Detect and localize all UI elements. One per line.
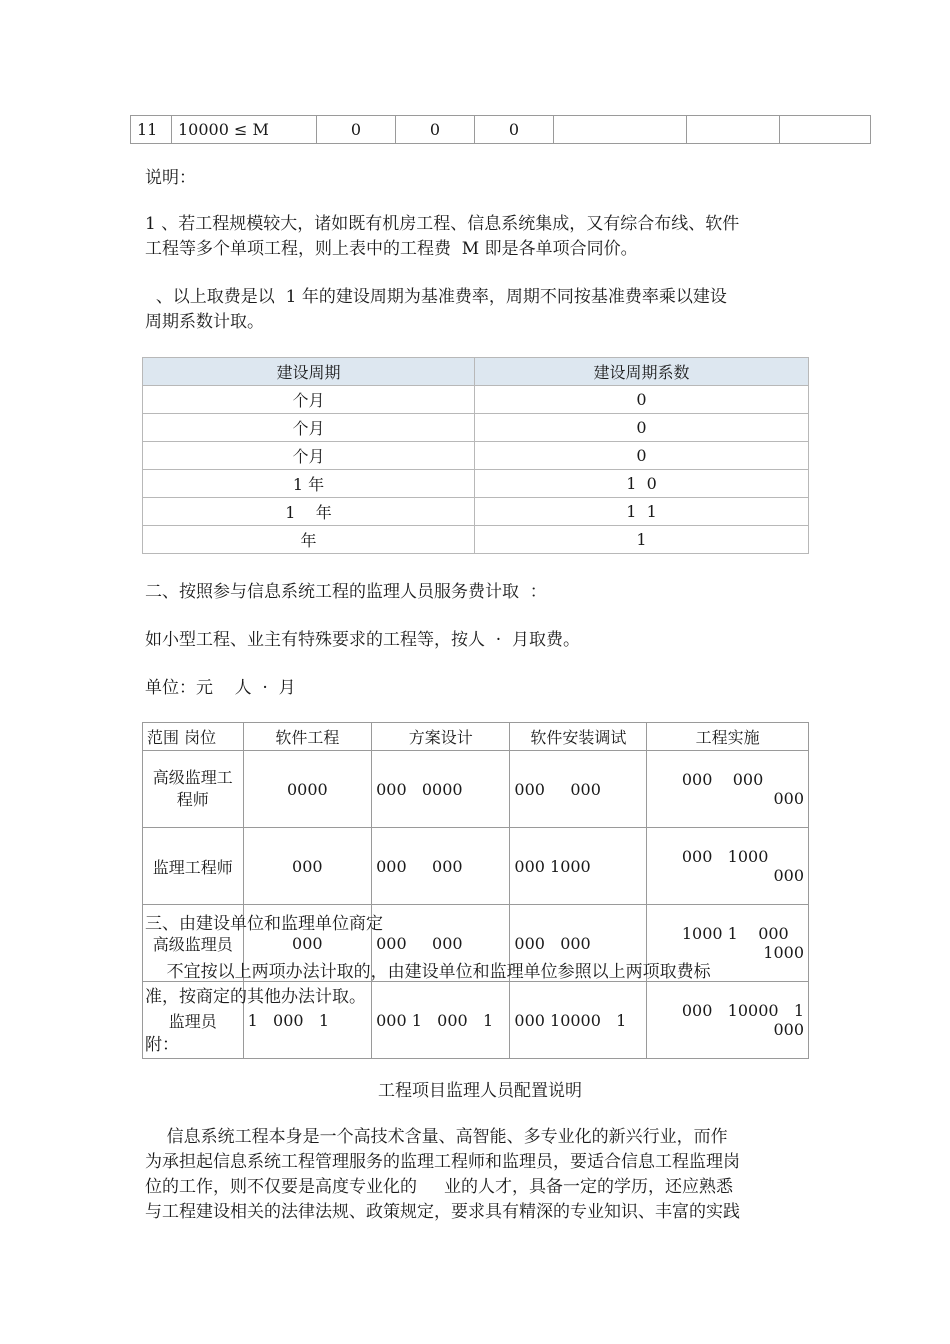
cell-value: 1000 1 000 — [681, 924, 789, 943]
cell-value: 000 — [773, 1020, 804, 1039]
section-2-unit: 单位：元 人 · 月 — [145, 678, 296, 698]
cell-value: 1000 — [763, 943, 804, 962]
table-row — [143, 414, 809, 442]
table-cell: 0 — [475, 414, 809, 442]
table-cell: 1 0 — [475, 470, 809, 498]
column-header: 建设周期 — [143, 358, 475, 386]
table-header-row — [143, 358, 809, 386]
table-row — [143, 442, 809, 470]
appendix-label: 附： — [145, 1035, 179, 1055]
table-row — [143, 386, 809, 414]
note-2-line-2: 周期系数计取。 — [145, 312, 264, 332]
note-1-line-2: 工程等多个单项工程，则上表中的工程费 M 即是各单项合同价。 — [145, 239, 638, 259]
cell-value: 000 10000 1 — [681, 1001, 804, 1020]
fee-cell — [780, 116, 871, 144]
cell-value: 000 000 — [681, 770, 764, 789]
table-cell: 1 000 1 — [243, 982, 372, 1059]
table-cell: 1 年 — [143, 498, 475, 526]
fee-cell-index: 11 — [131, 116, 172, 144]
column-header: 软件安装调试 — [510, 723, 647, 751]
column-header: 方案设计 — [372, 723, 510, 751]
table-cell: 000 — [243, 828, 372, 905]
appendix-line: 与工程建设相关的法律法规、政策规定，要求具有精深的专业知识、丰富的实践 — [145, 1202, 740, 1222]
table-cell: 000 000 — [372, 828, 510, 905]
table-header-row — [143, 723, 809, 751]
table-cell: 0000 — [243, 751, 372, 828]
appendix-line: 信息系统工程本身是一个高技术含量、高智能、多专业化的新兴行业，而作 — [145, 1127, 728, 1147]
table-cell — [647, 751, 809, 828]
table-row — [143, 526, 809, 554]
table-cell: 年 — [143, 526, 475, 554]
table-cell: 000 — [243, 905, 372, 982]
table-cell: 个月 — [143, 386, 475, 414]
section-3-line-1: 不宜按以上两项办法计取的，由建设单位和监理单位参照以上两项取费标 — [145, 962, 711, 982]
fee-cell: 0 — [396, 116, 475, 144]
column-header: 软件工程 — [243, 723, 372, 751]
cycle-coefficient-table — [142, 357, 809, 554]
table-row — [143, 498, 809, 526]
table-row — [143, 470, 809, 498]
table-cell: 000 000 — [510, 751, 647, 828]
fee-cell: 0 — [475, 116, 554, 144]
table-cell: 000 1000 — [510, 828, 647, 905]
cell-value: 000 — [773, 866, 804, 885]
row-role: 监理员 — [143, 982, 244, 1059]
table-cell: 000 1 000 1 — [372, 982, 510, 1059]
appendix-line: 为承担起信息系统工程管理服务的监理工程师和监理员，要适合信息工程监理岗 — [145, 1152, 740, 1172]
table-cell: 0 — [475, 386, 809, 414]
table-cell — [647, 828, 809, 905]
table-cell: 0 — [475, 442, 809, 470]
table-row — [143, 751, 809, 828]
column-header: 建设周期系数 — [475, 358, 809, 386]
note-2-line-1: 、以上取费是以 1 年的建设周期为基准费率，周期不同按基准费率乘以建设 — [145, 287, 727, 307]
fee-table — [130, 115, 871, 144]
table-cell: 000 0000 — [372, 751, 510, 828]
table-cell: 个月 — [143, 414, 475, 442]
row-role: 高级监理员 — [143, 905, 244, 982]
table-row — [143, 828, 809, 905]
table-cell: 个月 — [143, 442, 475, 470]
appendix-title: 工程项目监理人员配置说明 — [378, 1081, 582, 1101]
section-2-line: 如小型工程、业主有特殊要求的工程等，按人 · 月取费。 — [145, 630, 581, 650]
fee-cell-range: 10000 ≤ M — [172, 116, 317, 144]
row-role: 高级监理工程师 — [143, 751, 244, 828]
section-3-heading: 三、由建设单位和监理单位商定 — [145, 914, 383, 934]
table-cell: 1 1 — [475, 498, 809, 526]
cell-value: 000 1000 — [681, 847, 769, 866]
table-cell: 000 000 — [372, 905, 510, 982]
note-1-line-1: 1 、若工程规模较大，诸如既有机房工程、信息系统集成，又有综合布线、软件 — [145, 214, 740, 234]
fee-cell — [554, 116, 687, 144]
column-header: 范围 岗位 — [143, 723, 244, 751]
row-role: 监理工程师 — [143, 828, 244, 905]
notes-heading: 说明： — [145, 168, 196, 188]
fee-cell: 0 — [317, 116, 396, 144]
appendix-line: 位的工作，则不仅要是高度专业化的 业的人才，具备一定的学历，还应熟悉 — [145, 1177, 734, 1197]
section-3-line-2: 准，按商定的其他办法计取。 — [145, 987, 366, 1007]
table-cell: 000 10000 1 — [510, 982, 647, 1059]
table-row — [131, 116, 871, 144]
column-header: 工程实施 — [647, 723, 809, 751]
fee-cell — [687, 116, 780, 144]
table-cell: 000 000 — [510, 905, 647, 982]
cell-value: 000 — [773, 789, 804, 808]
table-cell: 1 — [475, 526, 809, 554]
section-2-heading: 二、按照参与信息系统工程的监理人员服务费计取 ： — [145, 582, 547, 602]
table-cell: 1 年 — [143, 470, 475, 498]
